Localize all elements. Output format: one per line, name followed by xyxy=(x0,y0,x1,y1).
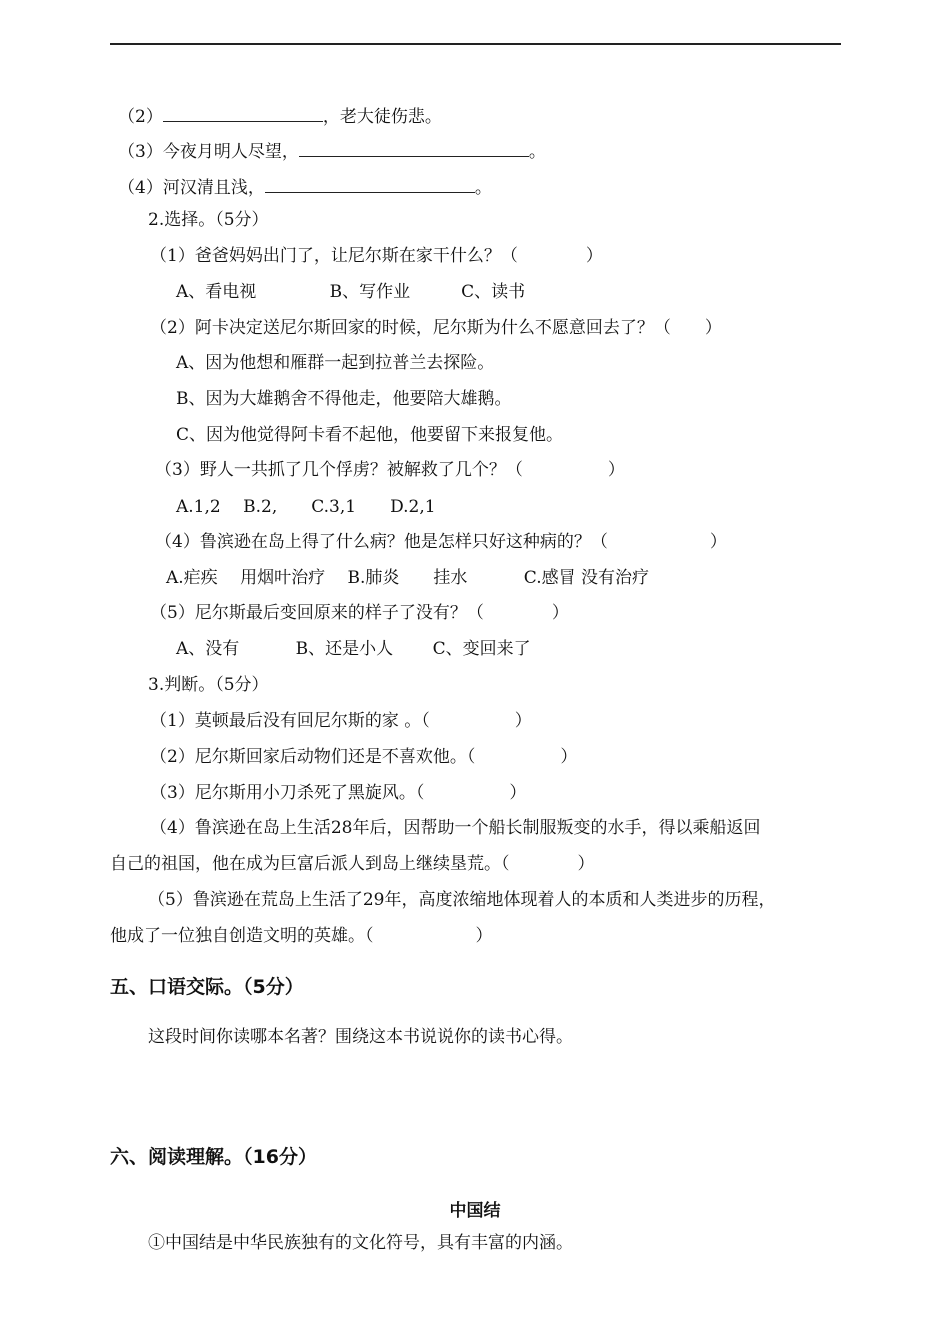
question-number: （2） xyxy=(118,107,163,127)
poem-fill-q3 xyxy=(118,138,546,163)
judge-item-5-line2: 他成了一位独自创造文明的英雄。（ ） xyxy=(110,926,493,946)
judge-item-5-line1: （5）鲁滨逊在荒岛上生活了29年，高度浓缩地体现着人的本质和人类进步的历程， xyxy=(148,890,776,910)
choice-question-5: （5）尼尔斯最后变回原来的样子了没有？（ ） xyxy=(150,603,569,623)
article-paragraph-1: ①中国结是中华民族独有的文化符号，具有丰富的内涵。 xyxy=(148,1233,573,1253)
choice-option-2c: C、因为他觉得阿卡看不起他，他要留下来报复他。 xyxy=(176,425,564,445)
poem-text: ，老大徒伤悲。 xyxy=(322,107,442,127)
judge-item-4-line2: 自己的祖国，他在成为巨富后派人到岛上继续垦荒。（ ） xyxy=(110,854,595,874)
choice-question-3: （3）野人一共抓了几个俘虏？被解救了几个？（ ） xyxy=(155,460,625,480)
choice-option-2a: A、因为他想和雁群一起到拉普兰去探险。 xyxy=(176,353,495,373)
choice-options-5: A、没有 B、还是小人 C、变回来了 xyxy=(176,639,531,659)
judge-section-title: 3.判断。（5分） xyxy=(148,675,269,695)
judge-item-2: （2）尼尔斯回家后动物们还是不喜欢他。（ ） xyxy=(150,747,578,767)
choice-options-1: A、看电视 B、写作业 C、读书 xyxy=(176,282,526,302)
poem-fill-q2 xyxy=(118,103,442,128)
section-5-prompt: 这段时间你读哪本名著？围绕这本书说说你的读书心得。 xyxy=(148,1027,573,1047)
choice-options-3: A.1,2 B.2, C.3,1 D.2,1 xyxy=(176,497,436,517)
header-rule xyxy=(110,43,841,45)
poem-text: 。 xyxy=(528,142,546,162)
choice-question-4: （4）鲁滨逊在岛上得了什么病？他是怎样只好这种病的？（ ） xyxy=(155,532,727,552)
section-5-heading: 五、口语交际。（5分） xyxy=(110,976,304,998)
choice-section-title: 2.选择。（5分） xyxy=(148,210,269,230)
poem-text: 今夜月明人尽望， xyxy=(162,142,299,162)
choice-option-2b: B、因为大雄鹅舍不得他走，他要陪大雄鹅。 xyxy=(176,389,512,409)
poem-text: 河汉清且浅， xyxy=(162,178,265,198)
judge-item-3: （3）尼尔斯用小刀杀死了黑旋风。（ ） xyxy=(150,783,527,803)
judge-item-1: （1）莫顿最后没有回尼尔斯的家 。（ ） xyxy=(150,711,532,731)
question-number: （3） xyxy=(118,142,163,162)
poem-text: 。 xyxy=(474,178,492,198)
choice-question-2: （2）阿卡决定送尼尔斯回家的时候，尼尔斯为什么不愿意回去了？（ ） xyxy=(150,318,722,338)
choice-options-4: A.疟疾 用烟叶治疗 B.肺炎 挂水 C.感冒 没有治疗 xyxy=(166,568,649,588)
question-number: （4） xyxy=(118,178,163,198)
judge-item-4-line1: （4）鲁滨逊在岛上生活28年后，因帮助一个船长制服叛变的水手，得以乘船返回 xyxy=(150,818,761,838)
answer-blank[interactable] xyxy=(299,138,529,157)
answer-blank[interactable] xyxy=(163,103,323,122)
answer-blank[interactable] xyxy=(265,174,475,193)
article-title: 中国结 xyxy=(449,1201,501,1221)
poem-fill-q4 xyxy=(118,174,492,199)
choice-question-1: （1）爸爸妈妈出门了，让尼尔斯在家干什么？（ ） xyxy=(150,246,603,266)
section-6-heading: 六、阅读理解。（16分） xyxy=(110,1146,317,1168)
